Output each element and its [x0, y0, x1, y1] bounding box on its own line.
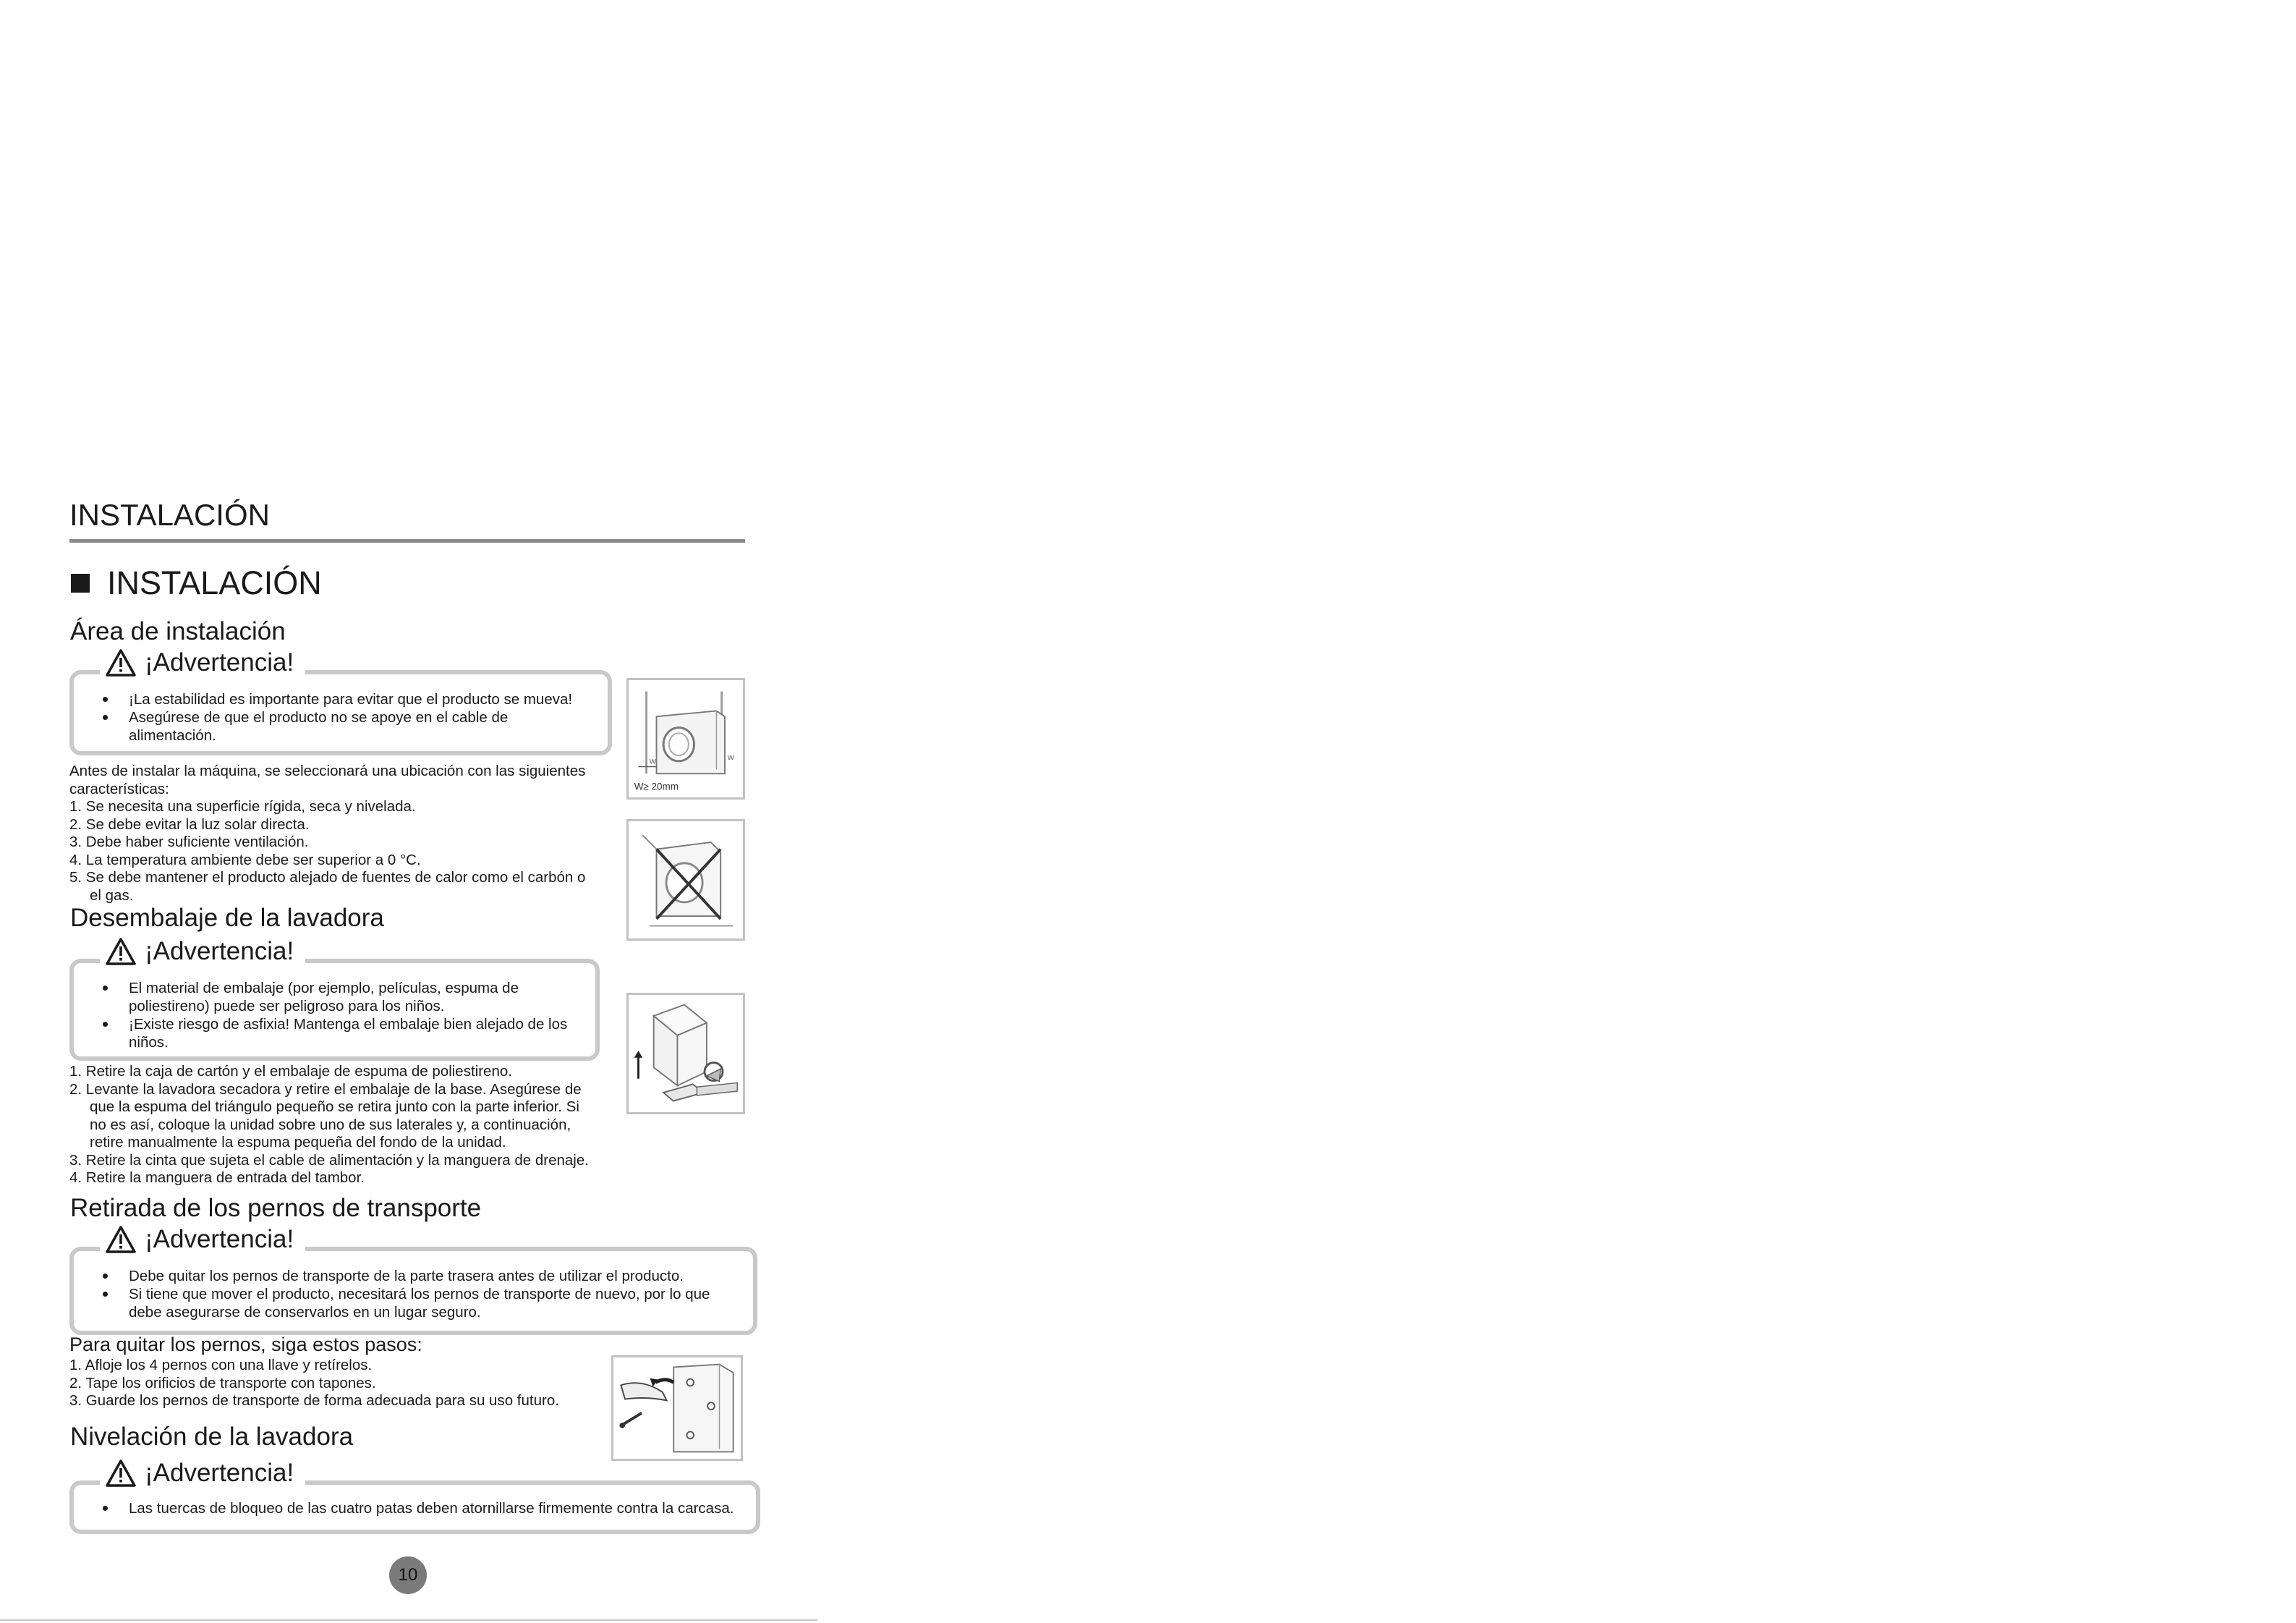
leveling-warning-title: [100, 1459, 305, 1488]
warning-triangle-icon: [106, 1226, 136, 1253]
unpack-warning-box: [69, 937, 600, 1061]
bolts-steps-title: Para quitar los pernos, siga estos pasos:: [69, 1334, 422, 1355]
list-item-continuation: que la espuma del triángulo pequeño se retira junto con la parte inferior. Si: [90, 1098, 579, 1115]
header-divider: [69, 539, 745, 543]
section-title: [71, 564, 322, 602]
unpack-figure: [626, 993, 745, 1114]
unpacking-illustration: [629, 995, 743, 1112]
warning-item: Debe quitar los pernos de transporte de la parte trasera antes de utilizar el producto.: [97, 1267, 741, 1285]
list-item: 1. Afloje los 4 pernos con una llave y retírelos.: [69, 1357, 373, 1373]
clearance-figure: [626, 678, 745, 800]
page-header-title: INSTALACIÓN: [69, 498, 270, 532]
area-warning-box: [69, 648, 612, 755]
area-warning-title: [100, 648, 305, 677]
crossed-out-washer-icon: [629, 821, 743, 938]
warning-item: Asegúrese de que el producto no se apoye en el cable de alimentación.: [97, 708, 596, 745]
list-item: 5. Se debe mantener el producto alejado de fuentes de calor como el carbón o: [69, 869, 586, 886]
list-item-continuation: el gas.: [90, 886, 134, 904]
list-item: 2. Tape los orificios de transporte con tapones.: [69, 1374, 376, 1391]
warning-item: Las tuercas de bloqueo de las cuatro patas deben atornillarse firmemente contra la carcasa.: [97, 1499, 744, 1517]
list-item: 3. Guarde los pernos de transporte de forma adecuada para su uso futuro.: [69, 1392, 559, 1409]
leveling-heading: Nivelación de la lavadora: [70, 1423, 354, 1451]
svg-text:W: W: [649, 758, 656, 766]
leveling-warning-list: [97, 1499, 744, 1517]
bolts-warning-title: [100, 1225, 305, 1254]
list-item: 4. La temperatura ambiente debe ser superior a 0 °C.: [69, 851, 421, 868]
bullet-square-icon: [71, 574, 90, 593]
page-number: 10: [389, 1556, 427, 1594]
bolts-warning-box: [69, 1225, 757, 1335]
section-title-text: INSTALACIÓN: [107, 564, 322, 601]
unpack-warning-title-text: ¡Advertencia!: [145, 937, 294, 965]
text-line: Antes de instalar la máquina, se seleccionará una ubicación con las siguientes: [69, 763, 586, 779]
bolts-heading: Retirada de los pernos de transporte: [70, 1194, 482, 1222]
list-item-continuation: retire manualmente la espuma pequeña del fondo de la unidad.: [90, 1134, 506, 1150]
bolt-removal-illustration: [613, 1357, 741, 1459]
leveling-warning-title-text: ¡Advertencia!: [145, 1459, 294, 1487]
warning-triangle-icon: [106, 1459, 136, 1487]
area-heading: Área de instalación: [70, 617, 286, 645]
list-item: 3. Debe haber suficiente ventilación.: [69, 834, 309, 850]
washer-clearance-illustration: [629, 680, 743, 797]
list-item: 2. Levante la lavadora secadora y retire el embalaje de la base. Asegúrese de: [69, 1080, 582, 1098]
list-item: 4. Retire la manguera de entrada del tambor.: [69, 1169, 365, 1186]
warning-triangle-icon: [106, 649, 136, 677]
warning-triangle-icon: [106, 938, 136, 965]
text-line: características:: [69, 780, 169, 797]
warning-item: ¡La estabilidad es importante para evitar que el producto se mueva!: [97, 690, 596, 708]
list-item: 1. Se necesita una superficie rígida, seca y nivelada.: [69, 798, 416, 815]
warning-item: Si tiene que mover el producto, necesitará los pernos de transporte de nuevo, por lo que debe asegurarse de conservarlos en un lugar seguro.: [97, 1285, 741, 1321]
leveling-warning-box: [69, 1459, 760, 1534]
bolts-warning-title-text: ¡Advertencia!: [145, 1225, 294, 1253]
warning-item: ¡Existe riesgo de asfixia! Mantenga el embalaje bien alejado de los niños.: [97, 1015, 584, 1051]
area-warning-list: [97, 690, 596, 745]
area-requirements: [69, 763, 585, 904]
avoid-figure: [626, 819, 745, 941]
unpack-warning-list: [97, 979, 584, 1051]
bolts-warning-list: [97, 1267, 741, 1321]
unpack-warning-title: [100, 937, 305, 966]
list-item-continuation: no es así, coloque la unidad sobre uno de sus laterales y, a continuación,: [90, 1116, 571, 1133]
unpack-heading: Desembalaje de la lavadora: [70, 904, 384, 932]
bolts-steps: [69, 1357, 559, 1410]
list-item: 2. Se debe evitar la luz solar directa.: [69, 815, 310, 833]
unpack-steps: [69, 1063, 589, 1187]
svg-text:W: W: [727, 753, 734, 762]
list-item: 1. Retire la caja de cartón y el embalaje de espuma de poliestireno.: [69, 1063, 512, 1080]
footer-divider: [0, 1619, 817, 1621]
list-item: 3. Retire la cinta que sujeta el cable de alimentación y la manguera de drenaje.: [69, 1151, 589, 1169]
warning-item: El material de embalaje (por ejemplo, películas, espuma de poliestireno) puede ser peligroso para los niños.: [97, 979, 584, 1015]
area-warning-title-text: ¡Advertencia!: [145, 648, 294, 677]
clearance-label: W≥ 20mm: [634, 781, 679, 792]
bolts-figure: [611, 1355, 743, 1461]
